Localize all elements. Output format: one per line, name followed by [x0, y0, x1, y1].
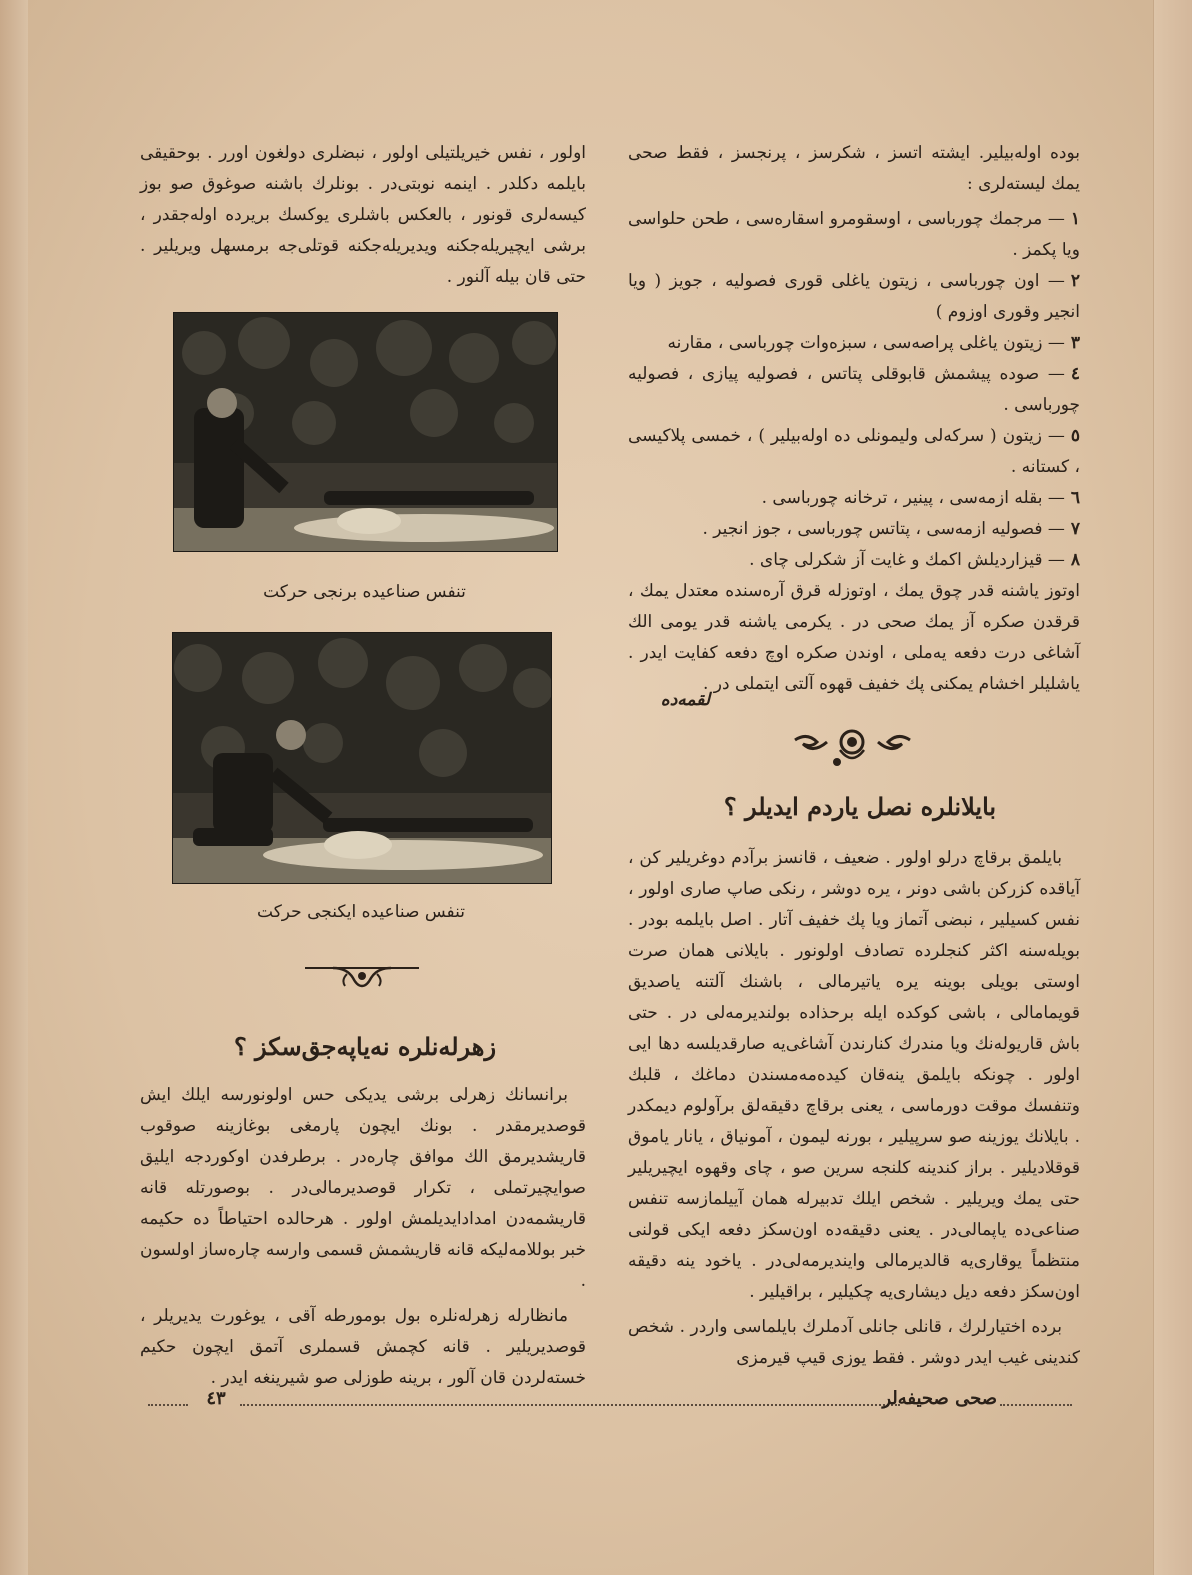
floral-ornament-icon — [790, 722, 915, 772]
footer-dotted-rule — [148, 1404, 188, 1406]
fainting-paragraph-continued: برده اختیارلرك ، قانلی جانلی آدملرك بایلماسی واردر . شخص كندینی غیب ایدر دوشر . فقط یوزی قیپ قیرمزی — [628, 1317, 1080, 1368]
left-column-bottom — [140, 1080, 586, 1398]
food-item-text: — بقله ازمه‌سی ، پینیر ، ترخانه چورباسی . — [761, 488, 1065, 508]
food-list — [628, 204, 1080, 576]
food-list-item — [628, 483, 1080, 514]
poisoning-paragraph-continued: مانظارله زهرله‌نلره بول بومورطه آقی ، یوغورت یدیریلر ، قوصدیریلیر . قانه كچمش قسملری آتمق ایچون حكیم خسته‌لردن قان آلور ، برینه طوزلی صو شیرینغه ایدر . — [140, 1306, 586, 1388]
footer-dotted-rule — [240, 1404, 900, 1406]
author-signature: لقمه‌ده — [660, 690, 710, 710]
fainting-paragraph: بایلمق برقاچ درلو اولور . ضعیف ، قانسز برآدم دوغریلیر كن ، آیاقده كزركن باشی دونر ، یره دوشر ، رنكی صاپ صاری اولور ، نفس كسیلیر ، نبضی آتماز ویا پك خفیف آتار . اصل بایلمه بودر . بویله‌سنه اكثر كنجلرده تصادف اولونور . بایلانی همان صرت اوستی بویلی بوینه یره یاتیرمالی ، باشنك آلتنه یاصدیق قویمامالی ، باشی كوكده ایله برحذاده بولندیرمه‌لی در . حتی باش قاریوله‌نك ویا مندرك كنارندن آشاغی‌یه صارقدیلسه دها ایی اولور . چونكه بایلمق ینه‌قان كیده‌مه‌مسندن دماغك ، قلبك وتنفسك موقت دورماسی ، یعنی برقاچ دقیقه‌لق برآولوم دیمكدر . بایلانك یوزینه صو سرپیلیر ، بورنه لیمون ، آمونیاق ، یانار یاموق قوقلادیلیر . براز كندینه كلنجه سرین صو ، چای وقهوه ایچیریلیر حتی یمك ویریلیر . شخص ایلك تدبیرله همان آییلمازسه تنفس صناعی‌ده یاپمالی‌در . یعنی دقیقه‌ده اون‌سكز دفعه ایكی قولنی منتظماً یوقاری‌یه قالدیرمالی واینديرمه‌لی‌در . یاخود ینه دقیقه اون‌سكز دفعه دیل دیشاری‌یه چكیلیر ، براقیلیر . — [628, 848, 1080, 1302]
photo-caption-second: تنفس صناعیده ایكنجی حركت — [257, 902, 465, 922]
food-list-item — [628, 514, 1080, 545]
food-item-number: ٣ — [1070, 333, 1080, 353]
food-item-number: ٦ — [1070, 488, 1080, 508]
food-item-number: ٧ — [1070, 519, 1080, 539]
eating-advice-paragraph: اوتوز یاشنه قدر چوق یمك ، اوتوزله قرق آره‌سنده معتدل یمك ، قرقدن صكره آز یمك صحی در . یكرمی یاشنه قدر یومی الك آشاغی درت دفعه یه‌ملی ، اوندن صكره اوچ دفعه كفایت ایدر . یاشلیلر اخشام یمكنی پك خفیف قهوه آلتی ایتملی در . — [628, 581, 1080, 694]
food-list-intro: بوده اوله‌بیلیر. ایشته اتسز ، شکرسز ، پرنجسز ، فقط صحی یمك لیسته‌لری : — [628, 143, 1080, 194]
food-item-text: — صوده پیشمش قابوقلی پتاتس ، فصولیه پیازی ، فصولیه چورباسی . — [628, 364, 1080, 415]
photo-caption-first: تنفس صناعیده برنجی حركت — [263, 582, 466, 602]
continued-paragraph: اولور ، نفس خیریلتیلی اولور ، نبضلری دولغون اورر . بوحقیقی بایلمه دكلدر . اینمه نوبتی‌در . بونلرك باشنه صوغوق صو بوز كیسه‌لری قونور ، بالعكس باشلری یوكسك بریرده اوله‌جقدر ، برشی ایچیریله‌جكنه ویدیریله‌جكنه قوتلی‌جه برمسهل ویریلیر . حتی قان بیله آلنور . — [140, 143, 586, 287]
poisoning-paragraph: برانسانك زهرلی برشی یدیكی حس اولونورسه ایلك ایش قوصدیرمقدر . بونك ایچون پارمغی بوغازینه صوقوب قاریشدیرمق الك موافق چاره‌در . برطرفدن اوكوردجه ایلیق صوایچیرتملی ، تكرار قوصدیرمالی‌در . بوصورتله قانه قاریشمه‌دن امدادایدیلمش اولور . هرحالده احتیاطاً ده حكیمه خبر بوللامه‌لیكه قانه قاریشمش قسمی وارسه چاره‌ساز اولسون . — [140, 1085, 586, 1291]
food-item-number: ٥ — [1070, 426, 1080, 446]
food-item-number: ٢ — [1070, 271, 1080, 291]
page-number: ٤٣ — [206, 1388, 226, 1409]
magazine-name: صحی صحیفه‌لر — [882, 1388, 997, 1409]
divider-ornament-icon — [303, 960, 421, 992]
food-list-item — [628, 359, 1080, 421]
food-list-item — [628, 421, 1080, 483]
food-item-text: — قیزاردیلش اكمك و غایت آز شكرلی چای . — [749, 550, 1065, 570]
resuscitation-photo-first — [173, 312, 558, 552]
photo-illustration-icon — [174, 313, 557, 551]
food-item-text: — زیتون ( سركه‌لی ولیمونلی ده اوله‌بیلیر ) ، خمسی پلاكیسی ، كستانه . — [628, 426, 1080, 477]
food-item-number: ٨ — [1070, 550, 1080, 570]
page-binding-edge — [0, 0, 28, 1575]
fainting-article-title: بایلانلره نصل یاردم ایدیلر ؟ — [723, 792, 997, 821]
food-item-text: — اون چورباسی ، زیتون یاغلی قوری فصولیه ، جویز ( ویا انجیر وقوری اوزوم ) — [628, 271, 1080, 322]
footer-dotted-rule — [1000, 1404, 1072, 1406]
food-list-item — [628, 266, 1080, 328]
food-item-text: — زیتون یاغلی پراصه‌سی ، سبزه‌وات چورباسی ، مقارنه — [667, 333, 1065, 353]
food-item-number: ٤ — [1070, 364, 1080, 384]
photo-illustration-icon — [173, 633, 551, 883]
food-item-text: — مرجمك چورباسی ، اوسقومرو اسقاره‌سی ، طحن حلواسی ویا پكمز . — [628, 209, 1080, 260]
food-list-item — [628, 545, 1080, 576]
right-column-top — [628, 138, 1080, 704]
food-list-item — [628, 204, 1080, 266]
food-item-number: ١ — [1070, 209, 1080, 229]
poisoning-article-title: زهرله‌نلره نه‌یاپه‌جق‌سكز ؟ — [233, 1032, 497, 1061]
food-item-text: — فصولیه ازمه‌سی ، پتاتس چورباسی ، جوز انجیر . — [702, 519, 1065, 539]
resuscitation-photo-second — [172, 632, 552, 884]
page-outer-edge — [1153, 0, 1192, 1575]
food-list-item — [628, 328, 1080, 359]
left-column-top — [140, 138, 586, 297]
right-column-bottom — [628, 843, 1080, 1378]
